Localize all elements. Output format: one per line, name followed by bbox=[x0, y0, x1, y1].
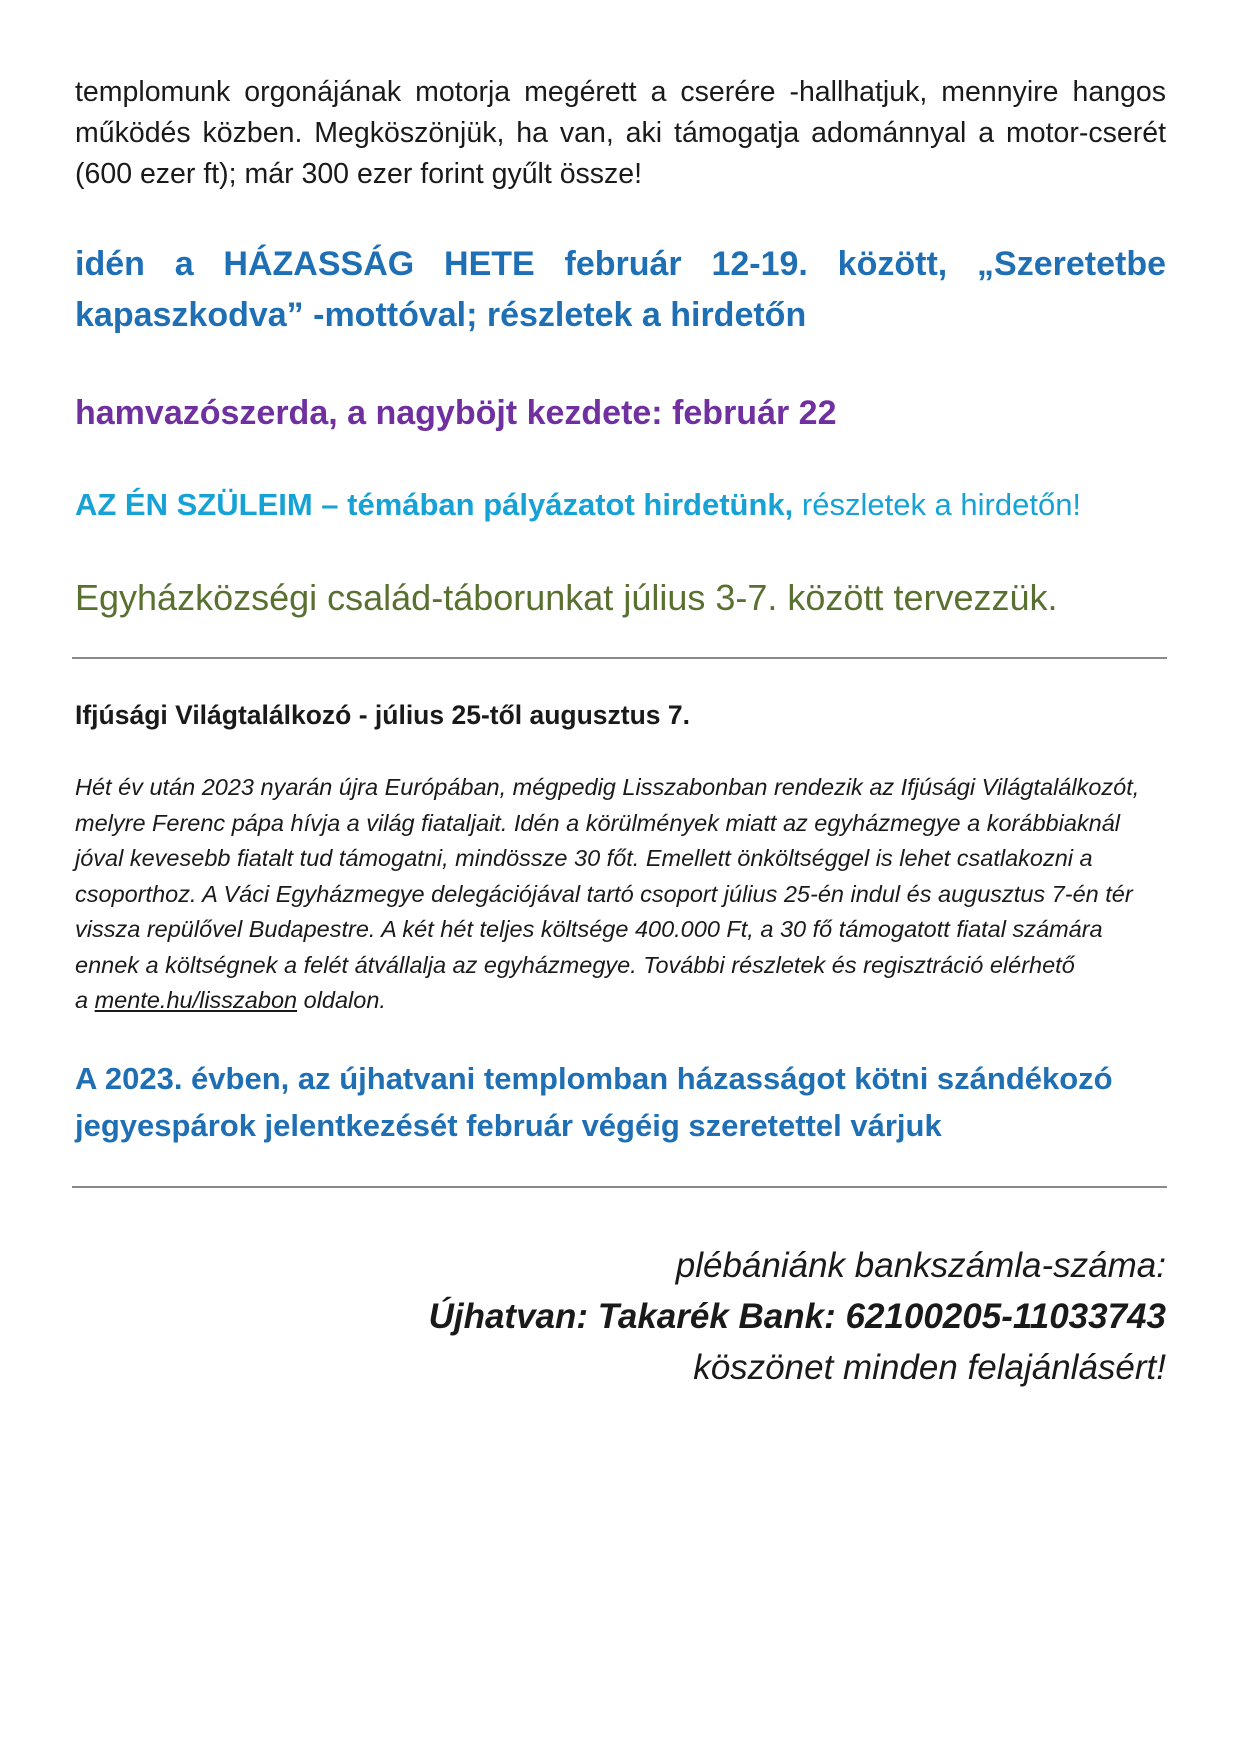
wyd-link-line bbox=[75, 983, 1166, 1019]
wyd-title: Ifjúsági Világtalálkozó - július 25-től augusztus 7. bbox=[75, 700, 691, 730]
page-content bbox=[75, 72, 1166, 1393]
ash-wednesday-notice: hamvazószerda, a nagyböjt kezdete: február 22 bbox=[75, 394, 837, 432]
family-camp-notice: Egyházközségi család-táborunkat július 3-7. között tervezzük. bbox=[75, 577, 1058, 618]
bank-account-number: Újhatvan: Takarék Bank: 62100205-11033743 bbox=[428, 1296, 1166, 1336]
contest-notice bbox=[75, 483, 1166, 527]
contest-bold-text: AZ ÉN SZÜLEIM – témában pályázatot hirdetünk, bbox=[75, 487, 794, 522]
divider bbox=[72, 657, 1167, 659]
engaged-couples-notice: A 2023. évben, az újhatvani templomban házasságot kötni szándékozó jegyespárok jelentkezését február végéig szeretettel várjuk bbox=[75, 1060, 1113, 1143]
bank-account-block bbox=[75, 1240, 1166, 1393]
divider bbox=[72, 1186, 1167, 1188]
wyd-link-suffix: oldalon. bbox=[297, 987, 386, 1013]
bank-thanks: köszönet minden felajánlásért! bbox=[693, 1347, 1166, 1387]
wyd-link[interactable]: mente.hu/lisszabon bbox=[94, 987, 298, 1013]
wyd-link-prefix: a bbox=[75, 987, 95, 1013]
organ-motor-notice: templomunk orgonájának motorja megérett a cserére -hallhatjuk, mennyire hangos működés közben. Megköszönjük, ha van, aki támogatja adománnyal a motor-cserét (600 ezer ft); már 300 ezer forint gyűlt össze! bbox=[75, 76, 1166, 190]
marriage-week-notice: idén a HÁZASSÁG HETE február 12-19. között, „Szeretetbe kapaszkodva” -mottóval; részletek a hirdetőn bbox=[75, 245, 1166, 334]
contest-regular-text: részletek a hirdetőn! bbox=[793, 487, 1082, 522]
wyd-body bbox=[75, 770, 1166, 1019]
wyd-body-text: Hét év után 2023 nyarán újra Európában, mégpedig Lisszabonban rendezik az Ifjúsági Világtalálkozót, melyre Ferenc pápa hívja a világ fiataljait. Idén a körülmények miatt az egyházmegye a korábbiaknál jóval kevesebb fiatalt tud támogatni, mindössze 30 főt. Emellett önköltséggel is lehet csatlakozni a csoporthoz. A Váci Egyházmegye delegációjával tartó csoport július 25-én indul és augusztus 7-én tér vissza repülővel Budapestre. A két hét teljes költsége 400.000 Ft, a 30 fő támogatott fiatal számára ennek a költségnek a felét átvállalja az egyházmegye. További részletek és regisztráció elérhető bbox=[75, 774, 1140, 978]
bank-account-label: plébániánk bankszámla-száma: bbox=[675, 1245, 1166, 1285]
